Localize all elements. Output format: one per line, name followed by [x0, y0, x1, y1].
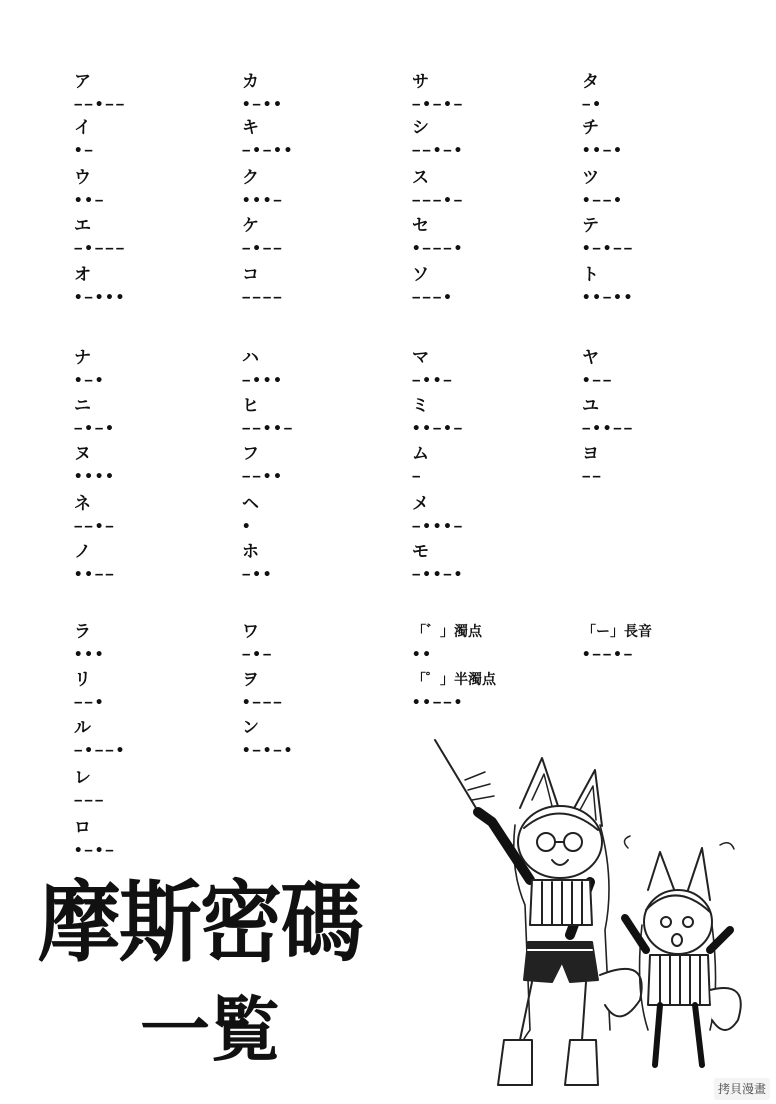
morse-entry	[74, 216, 224, 258]
kana-label: ウ	[74, 168, 91, 188]
kana-label: ニ	[74, 396, 91, 416]
kana-label: タ	[582, 72, 599, 92]
morse-entry	[74, 444, 224, 486]
kana-label: セ	[412, 216, 429, 236]
kana-label: ハ	[242, 348, 259, 368]
fox-tail	[710, 988, 741, 1030]
boot	[498, 1040, 532, 1085]
kana-label: ム	[412, 444, 429, 464]
morse-code: −−−•−	[412, 193, 465, 209]
morse-code: −−	[582, 469, 603, 485]
morse-code: •−−−•	[412, 241, 465, 257]
morse-code: ••−•−	[412, 421, 465, 437]
morse-entry	[242, 622, 392, 664]
kana-label: ン	[242, 718, 259, 738]
morse-code: −•−−−	[74, 241, 127, 257]
kana-label: ヘ	[242, 494, 259, 514]
morse-code: −−−•	[412, 290, 454, 306]
kana-label: マ	[412, 348, 429, 368]
kana-label: ノ	[74, 542, 91, 562]
kana-label: オ	[74, 265, 91, 285]
morse-code: −•−•−	[412, 97, 465, 113]
morse-entry	[242, 348, 392, 390]
morse-entry	[242, 444, 392, 486]
kana-label: フ	[242, 444, 259, 464]
kana-label: ケ	[242, 216, 259, 236]
morse-code: •−•−•	[242, 743, 295, 759]
morse-code: −•−	[242, 647, 274, 663]
pointer-stick	[435, 740, 482, 818]
kana-label: 「゜」半濁点	[412, 672, 496, 688]
morse-code: ••−•	[582, 143, 624, 159]
morse-code: −−••	[242, 469, 284, 485]
morse-entry	[242, 168, 392, 210]
morse-code: −−•−•	[412, 143, 465, 159]
shorts	[524, 942, 598, 982]
leg	[695, 1005, 702, 1065]
morse-code: −−••−	[242, 421, 295, 437]
leg	[655, 1005, 660, 1065]
morse-code: −−−−	[242, 290, 284, 306]
morse-entry	[582, 118, 732, 160]
kana-label: ユ	[582, 396, 599, 416]
morse-entry	[74, 670, 224, 712]
morse-entry	[74, 265, 224, 307]
kana-label: 「ー」長音	[582, 624, 652, 640]
page-title: 摩斯密碼	[38, 871, 362, 974]
morse-code: −•−−	[242, 241, 284, 257]
morse-entry	[412, 72, 562, 114]
morse-code: ••−	[74, 193, 106, 209]
morse-code: ••	[412, 647, 433, 663]
morse-code: −•••	[242, 373, 284, 389]
kana-label: コ	[242, 265, 259, 285]
morse-entry	[412, 168, 562, 210]
morse-entry	[412, 542, 562, 584]
morse-entry	[582, 396, 732, 438]
morse-code: •−••	[242, 97, 284, 113]
morse-code: −•••−	[412, 519, 465, 535]
kana-label: ラ	[74, 622, 91, 642]
morse-entry	[412, 396, 562, 438]
morse-code: −	[412, 469, 423, 485]
kana-label: ミ	[412, 396, 429, 416]
kana-label: ホ	[242, 542, 259, 562]
morse-code: •−−•	[582, 193, 624, 209]
morse-code: −•−−•	[74, 743, 127, 759]
morse-entry	[412, 118, 562, 160]
morse-code: −−−	[74, 793, 106, 809]
morse-code: −••−−	[582, 421, 635, 437]
head	[644, 890, 712, 954]
morse-entry	[242, 670, 392, 712]
morse-code: •−•••	[74, 290, 127, 306]
morse-entry	[74, 622, 224, 664]
kana-label: 「゛」濁点	[412, 624, 482, 640]
morse-entry	[582, 265, 732, 307]
morse-entry	[242, 72, 392, 114]
kana-label: シ	[412, 118, 429, 138]
kana-label: イ	[74, 118, 91, 138]
kana-label: ヌ	[74, 444, 91, 464]
fox-tail	[600, 969, 642, 1017]
morse-code: −••	[242, 567, 274, 583]
morse-entry	[412, 348, 562, 390]
morse-entry	[582, 72, 732, 114]
morse-entry	[412, 494, 562, 536]
kana-label: ロ	[74, 818, 91, 838]
morse-code: •−−−	[242, 695, 284, 711]
morse-entry	[242, 396, 392, 438]
morse-entry	[242, 718, 392, 760]
kana-label: キ	[242, 118, 259, 138]
morse-code: ••−−•	[412, 695, 465, 711]
kana-label: ネ	[74, 494, 91, 514]
morse-code: •••−	[242, 193, 284, 209]
morse-code: −••−•	[412, 567, 465, 583]
morse-code: •−•	[74, 373, 106, 389]
morse-entry	[582, 168, 732, 210]
morse-entry	[412, 670, 562, 712]
kana-label: テ	[582, 216, 599, 236]
arm	[625, 918, 646, 950]
morse-entry	[412, 444, 562, 486]
kana-label: ツ	[582, 168, 599, 188]
morse-entry	[242, 542, 392, 584]
morse-code: −−•−−	[74, 97, 127, 113]
morse-code: •	[242, 519, 253, 535]
morse-code: •−−	[582, 373, 614, 389]
kana-label: ス	[412, 168, 429, 188]
watermark: 拷貝漫畫	[714, 1078, 770, 1100]
morse-entry	[74, 542, 224, 584]
kana-label: ナ	[74, 348, 91, 368]
morse-entry	[74, 72, 224, 114]
morse-entry	[412, 622, 562, 664]
kana-label: エ	[74, 216, 91, 236]
morse-entry	[74, 768, 224, 810]
kana-label: カ	[242, 72, 259, 92]
morse-code: −−•−	[74, 519, 116, 535]
leg	[582, 982, 586, 1040]
kana-label: チ	[582, 118, 599, 138]
morse-code: •••	[74, 647, 106, 663]
leg	[520, 982, 532, 1040]
morse-entry	[74, 396, 224, 438]
kana-label: ル	[74, 718, 91, 738]
morse-entry	[412, 265, 562, 307]
kana-label: ト	[582, 265, 599, 285]
morse-entry	[582, 622, 732, 664]
kana-label: ク	[242, 168, 259, 188]
fox-ear	[520, 758, 560, 812]
kana-label: ア	[74, 72, 91, 92]
morse-code: −−•	[74, 695, 106, 711]
morse-entry	[582, 348, 732, 390]
morse-code: −••−	[412, 373, 454, 389]
morse-entry	[582, 216, 732, 258]
fox-ear	[648, 852, 675, 892]
kana-label: ワ	[242, 622, 259, 642]
kana-label: レ	[74, 768, 91, 788]
morse-entry	[74, 718, 224, 760]
kana-label: リ	[74, 670, 91, 690]
morse-code: −•	[582, 97, 603, 113]
morse-entry	[74, 348, 224, 390]
morse-entry	[242, 494, 392, 536]
kana-label: ヒ	[242, 396, 259, 416]
morse-code: ••−−	[74, 567, 116, 583]
morse-entry	[74, 494, 224, 536]
morse-entry	[412, 216, 562, 258]
morse-entry	[242, 216, 392, 258]
morse-code: •−•−	[74, 843, 116, 859]
morse-entry	[74, 818, 224, 860]
kana-label: サ	[412, 72, 429, 92]
morse-entry	[74, 168, 224, 210]
fox-girls-illustration	[420, 730, 760, 1095]
kana-label: ヲ	[242, 670, 259, 690]
kana-label: ソ	[412, 265, 429, 285]
morse-code: •−−•−	[582, 647, 635, 663]
page-subtitle: 一覧	[140, 988, 280, 1071]
kana-label: ヨ	[582, 444, 599, 464]
morse-code: ••−••	[582, 290, 635, 306]
morse-entry	[582, 444, 732, 486]
kana-label: メ	[412, 494, 429, 514]
morse-code: •−•−−	[582, 241, 635, 257]
morse-entry	[242, 118, 392, 160]
morse-code: −•−••	[242, 143, 295, 159]
boot	[565, 1040, 598, 1085]
morse-code: −•−•	[74, 421, 116, 437]
kana-label: ヤ	[582, 348, 599, 368]
morse-code: •−	[74, 143, 95, 159]
kana-label: モ	[412, 542, 429, 562]
morse-code: ••••	[74, 469, 116, 485]
morse-entry	[74, 118, 224, 160]
morse-entry	[242, 265, 392, 307]
